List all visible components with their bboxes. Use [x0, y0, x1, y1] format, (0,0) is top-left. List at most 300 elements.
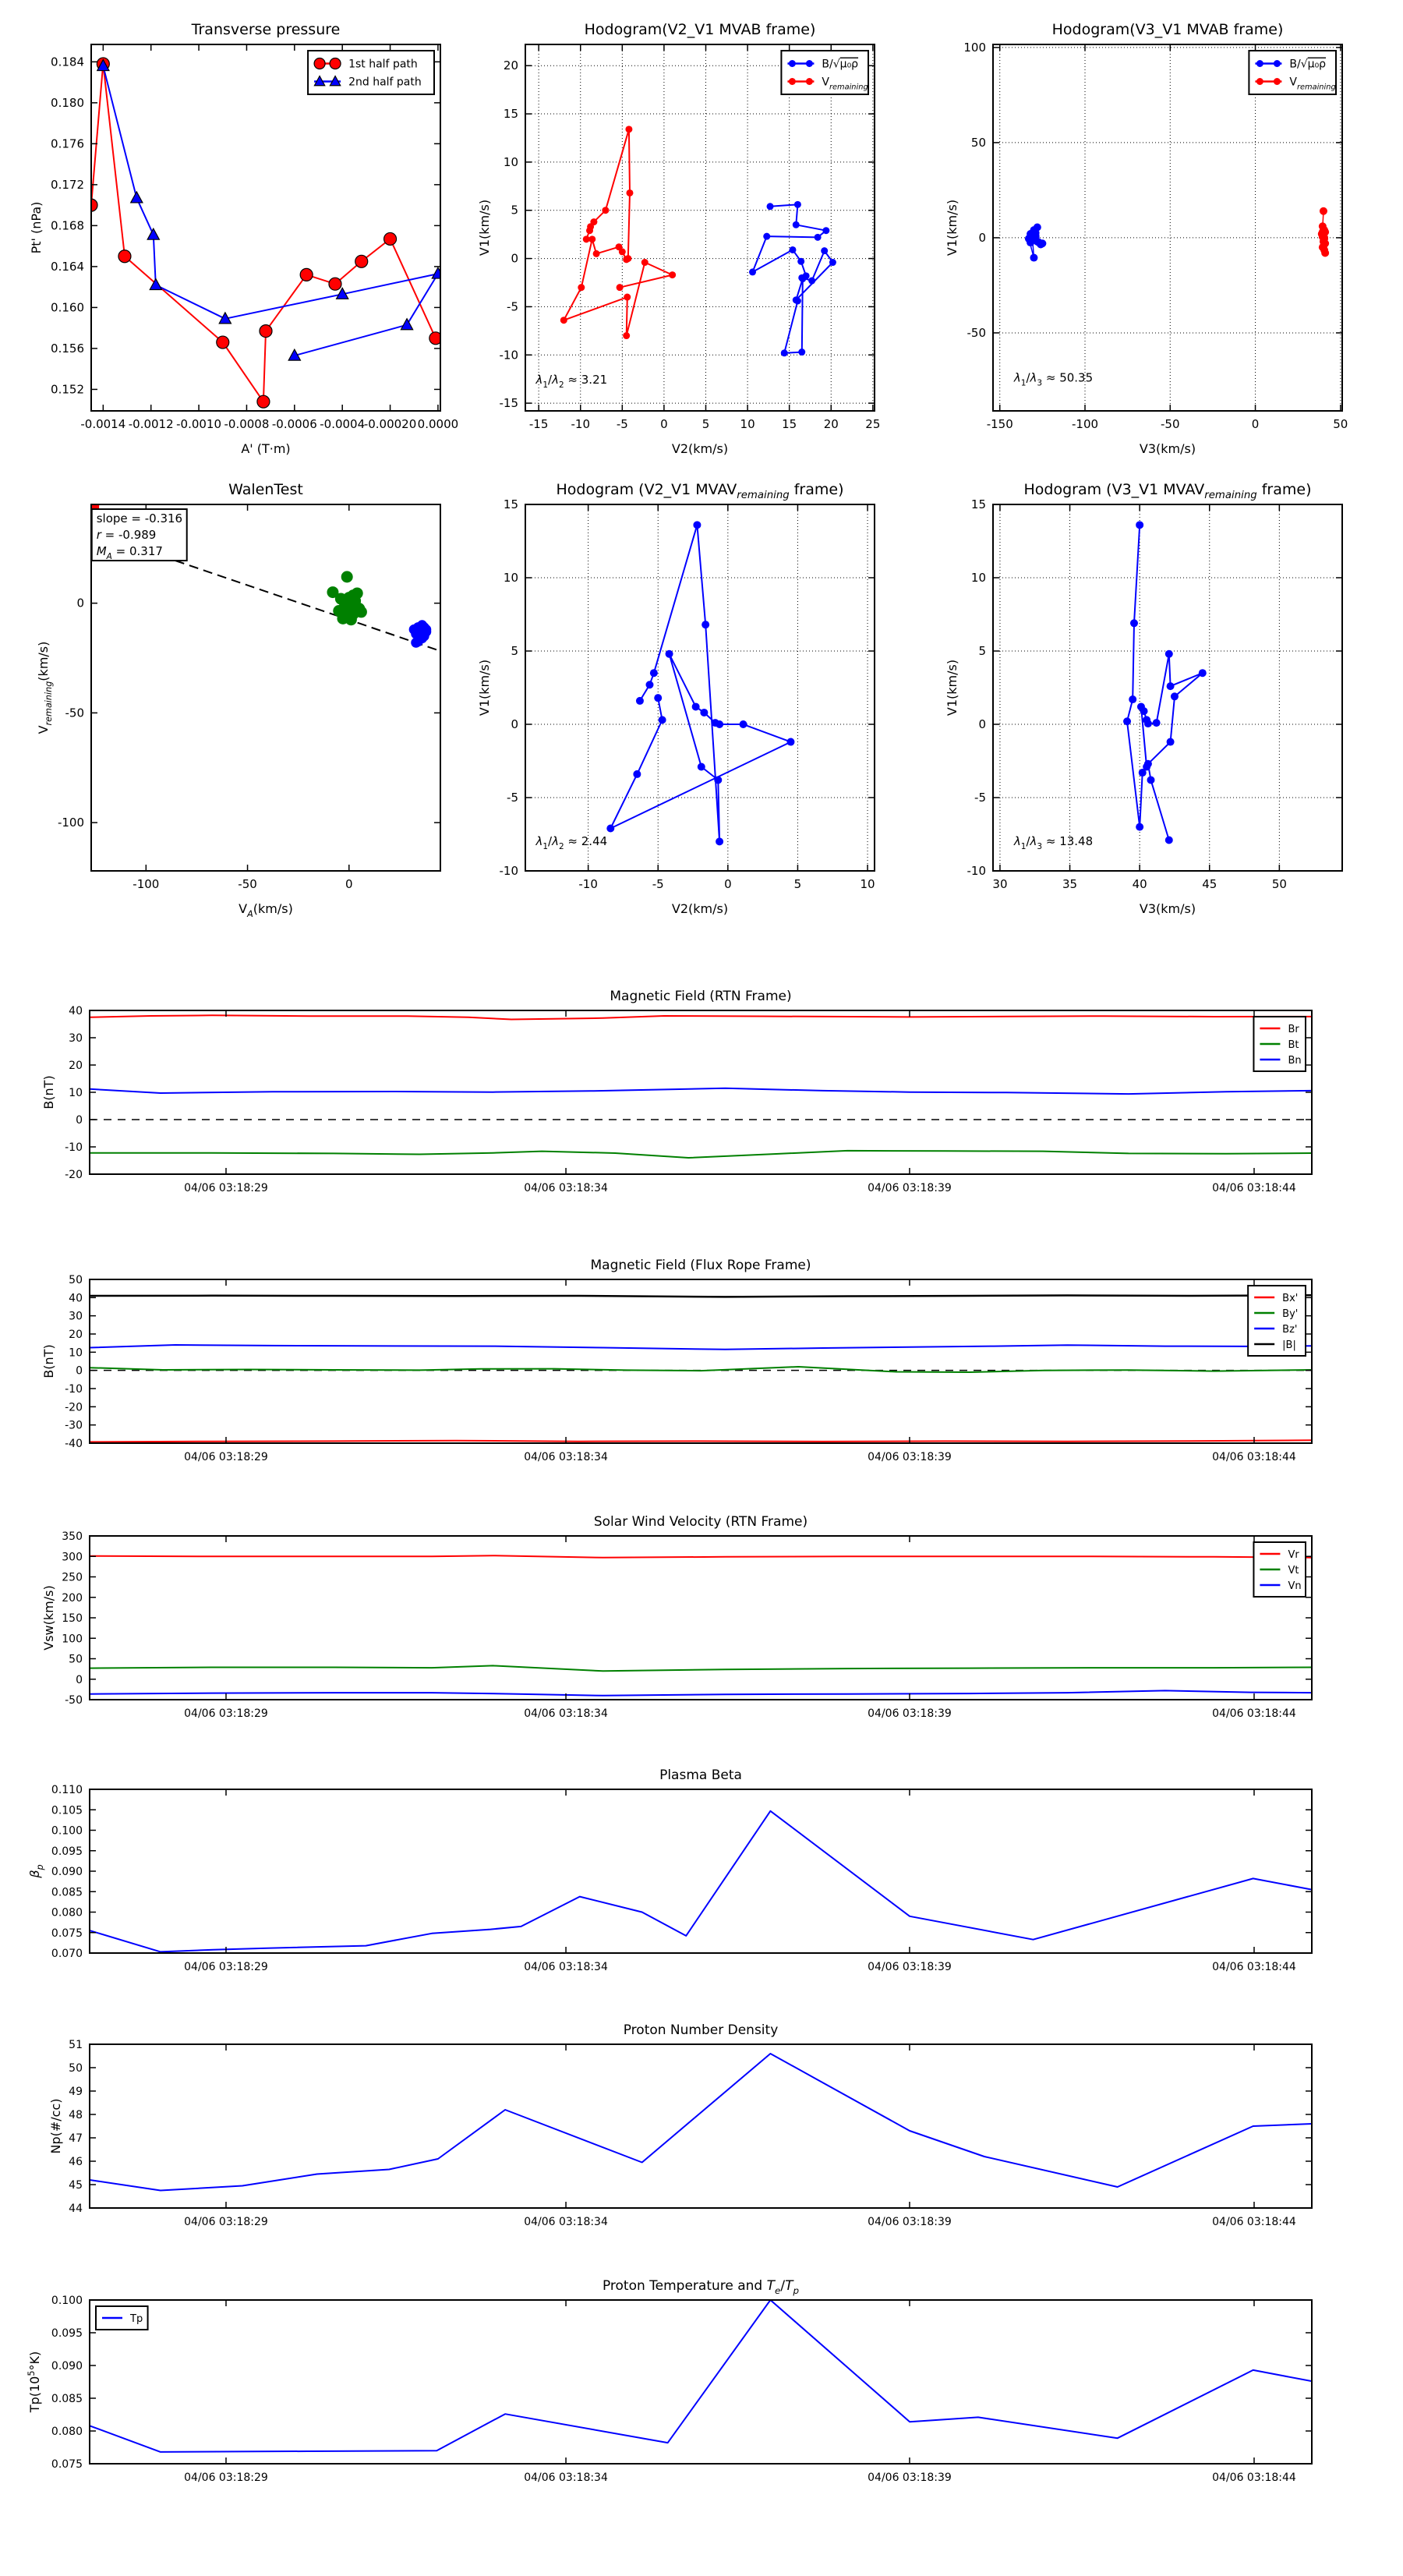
x-tick-label: -50 — [238, 877, 257, 891]
y-tick-label: 0.075 — [51, 2458, 83, 2471]
y-tick-label: 50 — [69, 2062, 83, 2075]
marker-dot — [698, 763, 705, 771]
series-group — [606, 521, 794, 845]
marker-dot — [654, 694, 662, 702]
y-tick-label: 0.100 — [51, 1824, 83, 1838]
y-tick-label: 350 — [62, 1530, 83, 1543]
marker-circle — [300, 268, 313, 281]
marker-dot — [650, 669, 658, 677]
y-tick-label: 300 — [62, 1551, 83, 1564]
series-Vr — [90, 1555, 1312, 1558]
y-tick-label: 40 — [69, 1005, 83, 1017]
y-tick-label: 0 — [511, 251, 518, 266]
y-tick-label: 0.160 — [51, 300, 84, 315]
y-tick-label: 0.085 — [51, 2393, 83, 2405]
y-tick-label: 20 — [69, 1060, 83, 1072]
y-tick-label: 30 — [69, 1310, 83, 1323]
marker-dot — [1129, 695, 1136, 703]
y-axis-label: V1(km/s) — [945, 199, 959, 257]
y-tick-label: 0.070 — [51, 1948, 83, 1960]
annotation-text: r = -0.989 — [96, 528, 157, 543]
x-tick-label: 20 — [823, 417, 839, 431]
y-tick-label: -50 — [65, 1694, 83, 1707]
x-tick-label: -100 — [133, 877, 160, 891]
marker-dot — [789, 60, 796, 67]
series-first-half-path — [91, 64, 436, 402]
y-tick-label: -10 — [967, 864, 986, 878]
marker-dot — [714, 776, 722, 784]
y-tick-label: 15 — [970, 497, 986, 511]
marker-dot — [1165, 837, 1173, 844]
y-tick-label: 46 — [69, 2156, 83, 2168]
axes-frame — [90, 1279, 1312, 1443]
y-tick-label: 5 — [511, 644, 518, 658]
marker-dot — [1123, 717, 1131, 725]
marker-dot — [578, 284, 585, 291]
x-tick-label: 30 — [992, 877, 1008, 891]
series-v-remaining-path — [610, 525, 790, 841]
series-group — [1123, 521, 1207, 844]
y-tick-label: -5 — [974, 791, 986, 805]
legend-label: Bx' — [1282, 1293, 1299, 1304]
marker-dot — [1136, 823, 1143, 831]
panel-title: Transverse pressure — [191, 21, 341, 38]
y-tick-label: 49 — [69, 2086, 83, 2098]
axes-frame — [90, 2300, 1312, 2464]
series-group — [560, 126, 836, 356]
x-tick-label: -0.0012 — [128, 417, 174, 431]
annotation-text: $\lambda_1/\lambda_3 \approx 50.35$ — [1013, 370, 1094, 388]
legend-label: Vt — [1288, 1565, 1299, 1576]
x-tick-label: 04/06 03:18:39 — [868, 1961, 952, 1973]
y-tick-label: -10 — [65, 1383, 83, 1396]
x-tick-label: 04/06 03:18:34 — [524, 1182, 608, 1194]
x-tick-label: 50 — [1333, 417, 1348, 431]
marker-dot — [1274, 78, 1281, 85]
panel-title: Proton Number Density — [623, 2022, 779, 2038]
y-tick-label: -10 — [65, 1141, 83, 1154]
panel-title: Hodogram (V3_V1 $MVAV_{remaining}$ frame) — [1023, 481, 1312, 501]
panel-title: Hodogram(V3_V1 MVAB frame) — [1051, 21, 1284, 38]
marker-dot — [355, 606, 367, 617]
y-tick-label: 0.105 — [51, 1804, 83, 1817]
legend-label: B/√μ₀ρ — [1289, 58, 1327, 71]
x-tick-label: 04/06 03:18:34 — [524, 1961, 608, 1973]
x-tick-label: 5 — [702, 417, 710, 431]
panel-title: Magnetic Field (RTN Frame) — [610, 989, 792, 1004]
legend-label: 1st half path — [348, 58, 418, 71]
marker-dot — [1153, 719, 1161, 727]
x-tick-label: 04/06 03:18:29 — [184, 1451, 268, 1463]
legend-label: B/√μ₀ρ — [822, 58, 859, 71]
marker-dot — [1256, 78, 1263, 85]
marker-dot — [815, 234, 822, 241]
series-By-prime — [90, 1367, 1312, 1372]
legend-label: Bz' — [1282, 1324, 1298, 1336]
marker-dot — [1130, 619, 1138, 627]
panel-title: Proton Temperature and $T_e/T_p$ — [602, 2278, 800, 2296]
y-tick-label: -50 — [65, 706, 84, 720]
y-tick-label: 50 — [69, 1274, 83, 1286]
y-tick-label: 15 — [503, 497, 518, 511]
marker-dot — [623, 332, 630, 339]
y-tick-label: -100 — [57, 816, 84, 830]
x-tick-label: 04/06 03:18:44 — [1212, 2216, 1296, 2228]
y-tick-label: 30 — [69, 1032, 83, 1045]
y-tick-label: 0 — [978, 717, 986, 731]
y-tick-label: -15 — [499, 396, 518, 411]
x-tick-label: 0 — [345, 877, 353, 891]
marker-dot — [625, 126, 632, 133]
legend-label: Vr — [1288, 1549, 1299, 1561]
series-Bn — [90, 1088, 1312, 1094]
y-axis-label: V1(km/s) — [945, 659, 959, 717]
y-tick-label: 0 — [978, 230, 986, 245]
x-tick-label: -0.0004 — [320, 417, 366, 431]
y-axis-label: Vsw(km/s) — [41, 1585, 56, 1651]
x-tick-label: 04/06 03:18:39 — [868, 2472, 952, 2484]
y-tick-label: 0.100 — [51, 2295, 83, 2307]
x-tick-label: -0.0008 — [224, 417, 270, 431]
marker-dot — [1140, 707, 1148, 715]
marker-dot — [797, 258, 804, 265]
marker-dot — [669, 271, 676, 278]
marker-dot — [1144, 760, 1152, 768]
marker-dot — [1320, 234, 1328, 242]
marker-dot — [1167, 682, 1175, 690]
panel-velocity-rtn — [41, 1514, 1312, 1720]
y-tick-label: 0.080 — [51, 1906, 83, 1920]
marker-dot — [808, 278, 815, 285]
axes-frame — [91, 44, 440, 411]
series-group — [90, 1555, 1312, 1696]
series-Vt — [90, 1665, 1312, 1671]
legend-label: Bn — [1288, 1055, 1302, 1067]
x-tick-label: 04/06 03:18:39 — [868, 1451, 952, 1463]
y-tick-label: 47 — [69, 2132, 83, 2145]
panel-hodogram-v3v1-mvab — [945, 21, 1348, 456]
marker-dot — [806, 60, 813, 67]
marker-dot — [740, 720, 747, 728]
marker-dot — [341, 571, 353, 582]
panel-plasma-beta — [27, 1767, 1312, 1973]
legend-label: By' — [1282, 1308, 1299, 1320]
legend-label: Bt — [1288, 1039, 1299, 1051]
panel-title: Hodogram (V2_V1 $MVAV_{remaining}$ frame) — [556, 481, 844, 501]
y-tick-label: 0.085 — [51, 1886, 83, 1899]
y-tick-label: 20 — [69, 1329, 83, 1341]
marker-dot — [692, 702, 700, 710]
marker-circle — [118, 250, 131, 263]
marker-dot — [1256, 60, 1263, 67]
marker-dot — [345, 614, 357, 625]
marker-dot — [593, 250, 600, 257]
x-tick-label: -10 — [578, 877, 598, 891]
marker-dot — [645, 681, 653, 688]
panel-title: Solar Wind Velocity (RTN Frame) — [593, 1514, 808, 1530]
y-tick-label: 0 — [76, 1114, 83, 1127]
panel-hodogram-v3v1-mvav — [945, 481, 1342, 916]
y-tick-label: -5 — [507, 299, 518, 314]
marker-dot — [794, 201, 801, 208]
marker-dot — [767, 203, 774, 210]
series-Bz-prime — [90, 1345, 1312, 1350]
axes-frame — [993, 44, 1342, 411]
marker-circle — [330, 58, 341, 69]
x-tick-label: 04/06 03:18:29 — [184, 2472, 268, 2484]
y-tick-label: 0.168 — [51, 218, 84, 233]
y-tick-label: 0.184 — [51, 55, 84, 69]
annotation-text: $\lambda_1/\lambda_2 \approx 3.21$ — [535, 372, 608, 390]
annotation-text: slope = -0.316 — [96, 511, 183, 526]
y-tick-label: 0.075 — [51, 1927, 83, 1940]
y-tick-label: 0.176 — [51, 136, 84, 151]
y-axis-label: V1(km/s) — [477, 659, 492, 717]
x-tick-label: 10 — [860, 877, 875, 891]
marker-dot — [349, 595, 361, 607]
y-tick-label: 0.080 — [51, 2426, 83, 2438]
x-tick-label: 04/06 03:18:44 — [1212, 1707, 1296, 1720]
marker-dot — [1147, 776, 1154, 784]
panel-hodogram-v2v1-mvav — [477, 481, 875, 916]
y-tick-label: 5 — [978, 644, 986, 658]
marker-dot — [333, 605, 345, 617]
y-axis-label: B(nT) — [41, 1344, 56, 1378]
marker-dot — [1165, 650, 1173, 658]
y-tick-label: 0.095 — [51, 1845, 83, 1858]
marker-circle — [384, 232, 397, 245]
x-tick-label: 50 — [1271, 877, 1287, 891]
marker-dot — [793, 221, 800, 228]
y-tick-label: -50 — [967, 325, 986, 340]
x-tick-label: -100 — [1071, 417, 1099, 431]
panel-proton-temp — [27, 2278, 1312, 2484]
panel-title: Magnetic Field (Flux Rope Frame) — [590, 1258, 811, 1273]
marker-dot — [794, 298, 801, 305]
x-axis-label: $V_A(km/s)$ — [239, 901, 293, 919]
marker-dot — [1030, 254, 1037, 262]
marker-dot — [616, 243, 623, 250]
series-v-remaining — [564, 129, 672, 336]
x-tick-label: -0.0014 — [80, 417, 126, 431]
x-tick-label: -50 — [1161, 417, 1180, 431]
axes-frame — [525, 44, 875, 411]
y-tick-label: -10 — [499, 864, 518, 878]
series-Bt — [90, 1151, 1312, 1158]
legend-label: $V_{remaining}$ — [1289, 76, 1336, 92]
y-axis-label: V1(km/s) — [477, 199, 492, 257]
y-tick-label: -5 — [507, 791, 518, 805]
y-tick-label: 0.172 — [51, 177, 84, 192]
y-tick-label: 0.110 — [51, 1784, 83, 1796]
x-tick-label: 04/06 03:18:34 — [524, 2472, 608, 2484]
marker-dot — [1199, 669, 1207, 677]
y-tick-label: 0.095 — [51, 2327, 83, 2340]
marker-dot — [798, 349, 805, 356]
x-tick-label: 25 — [865, 417, 881, 431]
y-tick-label: 20 — [503, 58, 518, 73]
marker-dot — [1320, 207, 1327, 215]
panel-mag-rtn — [41, 989, 1312, 1194]
marker-triangle — [147, 228, 159, 239]
marker-dot — [1027, 239, 1034, 246]
y-axis-label: Np(#/cc) — [48, 2098, 63, 2154]
marker-dot — [626, 189, 633, 196]
marker-triangle — [131, 192, 143, 203]
x-tick-label: -0.0010 — [176, 417, 222, 431]
y-tick-label: 44 — [69, 2203, 83, 2215]
x-tick-label: 0 — [660, 417, 668, 431]
marker-dot — [702, 621, 709, 628]
series-B-magnitude — [90, 1295, 1312, 1297]
y-axis-label: $Tp(10^5^\circ K)$ — [27, 2351, 42, 2413]
x-tick-label: -0.00020 — [363, 417, 417, 431]
y-tick-label: 50 — [69, 1653, 83, 1666]
panel-title: Plasma Beta — [659, 1767, 742, 1783]
y-tick-label: -20 — [65, 1169, 83, 1181]
y-axis-label: $\beta_p$ — [27, 1864, 45, 1878]
x-tick-label: 10 — [740, 417, 755, 431]
legend-label: Vn — [1288, 1580, 1302, 1592]
x-tick-label: -15 — [528, 417, 549, 431]
legend-label: Br — [1288, 1024, 1299, 1035]
marker-dot — [1032, 229, 1040, 237]
x-tick-label: 04/06 03:18:39 — [868, 2216, 952, 2228]
marker-dot — [781, 349, 788, 356]
y-tick-label: 0.090 — [51, 1866, 83, 1878]
marker-circle — [217, 336, 229, 349]
x-axis-label: V3(km/s) — [1139, 441, 1196, 456]
marker-triangle — [432, 267, 444, 278]
marker-dot — [1321, 249, 1329, 257]
x-tick-label: 04/06 03:18:44 — [1212, 1451, 1296, 1463]
legend-label: Tp — [130, 2313, 143, 2325]
x-tick-label: 04/06 03:18:29 — [184, 1182, 268, 1194]
series-group — [90, 2054, 1312, 2191]
y-tick-label: 0 — [76, 1364, 83, 1378]
legend-label: $V_{remaining}$ — [822, 76, 868, 92]
marker-dot — [799, 275, 806, 282]
marker-dot — [716, 837, 723, 845]
marker-dot — [1136, 521, 1143, 529]
x-axis-label: V2(km/s) — [671, 441, 729, 456]
x-tick-label: 04/06 03:18:39 — [868, 1707, 952, 1720]
marker-circle — [260, 325, 272, 338]
marker-dot — [606, 824, 614, 832]
y-tick-label: 40 — [69, 1292, 83, 1305]
y-tick-label: 0 — [76, 1673, 83, 1686]
marker-dot — [633, 770, 641, 778]
series-Vn — [90, 1690, 1312, 1695]
y-tick-label: 0.090 — [51, 2360, 83, 2373]
annotation-text: $M_A = 0.317$ — [96, 544, 163, 562]
marker-dot — [1167, 738, 1175, 746]
y-tick-label: -30 — [65, 1419, 83, 1432]
marker-dot — [1171, 692, 1179, 700]
marker-dot — [666, 650, 673, 658]
marker-dot — [821, 247, 828, 254]
x-axis-label: V3(km/s) — [1139, 901, 1196, 916]
x-tick-label: 40 — [1132, 877, 1147, 891]
marker-dot — [822, 227, 829, 234]
series-b-over-sqrt-mu0rho — [753, 204, 833, 353]
panel-walen-test — [36, 481, 440, 919]
y-tick-label: 45 — [69, 2179, 83, 2192]
legend-label: 2nd half path — [348, 76, 422, 89]
legend-label: |B| — [1282, 1339, 1296, 1351]
x-tick-label: 04/06 03:18:29 — [184, 1707, 268, 1720]
x-tick-label: 04/06 03:18:44 — [1212, 1182, 1296, 1194]
marker-dot — [623, 256, 630, 263]
x-tick-label: 04/06 03:18:44 — [1212, 2472, 1296, 2484]
x-tick-label: -150 — [986, 417, 1013, 431]
marker-dot — [749, 268, 756, 275]
axes-frame — [90, 1789, 1312, 1953]
marker-dot — [716, 720, 723, 728]
panel-mag-fluxrope — [41, 1258, 1312, 1463]
marker-dot — [700, 709, 708, 717]
y-tick-label: 100 — [963, 40, 986, 55]
series-group — [85, 58, 444, 408]
x-tick-label: 04/06 03:18:44 — [1212, 1961, 1296, 1973]
x-tick-label: -0.0006 — [271, 417, 317, 431]
y-tick-label: 250 — [62, 1571, 83, 1584]
y-tick-label: 10 — [69, 1087, 83, 1099]
marker-dot — [617, 284, 624, 291]
y-tick-label: -40 — [65, 1438, 83, 1450]
y-tick-label: 100 — [62, 1633, 83, 1646]
marker-dot — [588, 235, 595, 242]
series-group — [1025, 207, 1329, 262]
y-tick-label: 10 — [970, 571, 986, 585]
y-tick-label: 51 — [69, 2039, 83, 2051]
series-beta-p — [90, 1811, 1312, 1952]
y-tick-label: 0 — [76, 596, 84, 610]
series-group — [90, 1811, 1312, 1952]
x-tick-label: 0 — [724, 877, 732, 891]
annotation-text: $\lambda_1/\lambda_3 \approx 13.48$ — [1013, 834, 1094, 852]
y-tick-label: 10 — [503, 154, 518, 169]
marker-dot — [1037, 240, 1044, 248]
y-tick-label: 0 — [511, 717, 518, 731]
marker-dot — [829, 259, 836, 266]
panel-title: Hodogram(V2_V1 MVAB frame) — [584, 21, 816, 38]
y-tick-label: -20 — [65, 1401, 83, 1414]
x-tick-label: 04/06 03:18:34 — [524, 1707, 608, 1720]
series-group — [90, 1295, 1312, 1442]
marker-dot — [659, 716, 666, 724]
marker-circle — [314, 58, 325, 69]
annotation-text: $\lambda_1/\lambda_2 \approx 2.44$ — [535, 834, 608, 852]
panel-hodogram-v2v1-mvab — [477, 21, 880, 456]
x-tick-label: 45 — [1202, 877, 1217, 891]
y-tick-label: 0.164 — [51, 259, 84, 274]
y-tick-label: 0.152 — [51, 382, 84, 397]
x-tick-label: 04/06 03:18:34 — [524, 2216, 608, 2228]
series-group — [90, 1015, 1312, 1158]
x-tick-label: 04/06 03:18:34 — [524, 1451, 608, 1463]
panel-proton-density — [48, 2022, 1312, 2228]
y-tick-label: 50 — [970, 135, 986, 150]
marker-dot — [417, 625, 427, 635]
marker-dot — [786, 738, 794, 746]
marker-dot — [624, 294, 631, 301]
marker-dot — [590, 218, 597, 225]
y-tick-label: 0.180 — [51, 95, 84, 110]
marker-dot — [789, 78, 796, 85]
series-Br — [90, 1015, 1312, 1019]
y-tick-label: 10 — [503, 571, 518, 585]
